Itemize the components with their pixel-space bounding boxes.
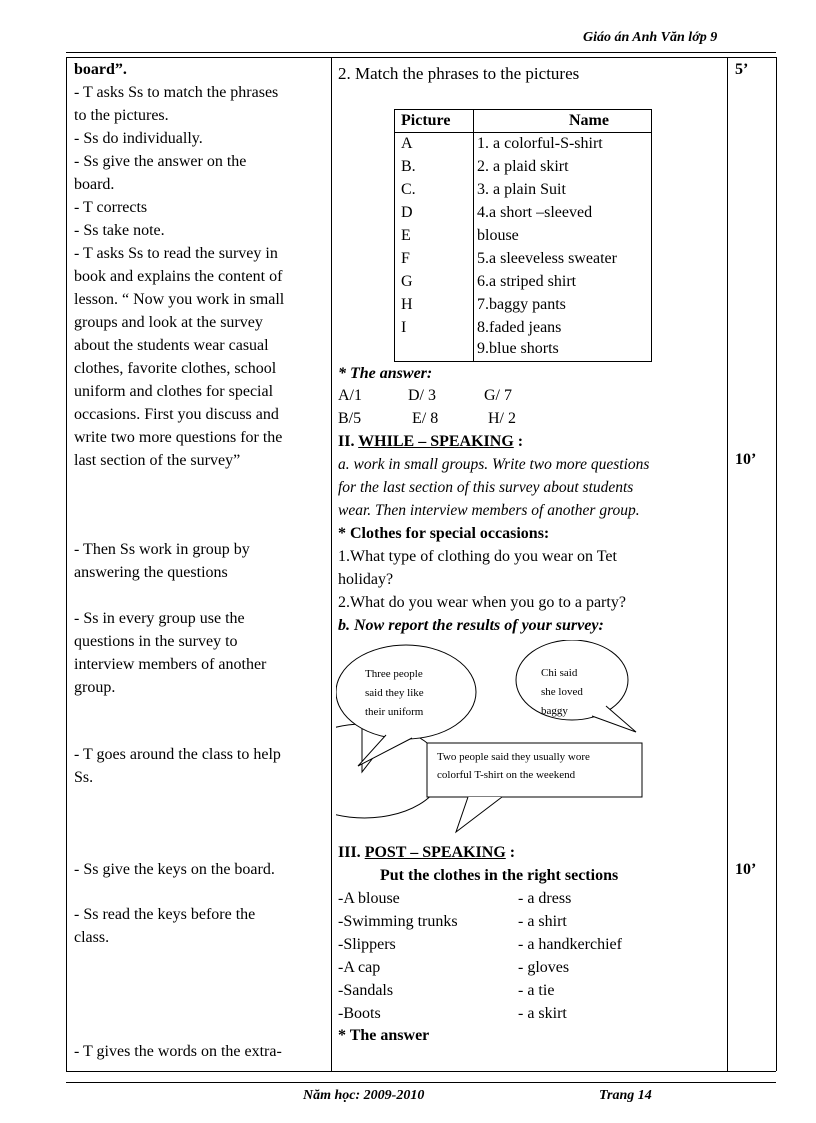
clothes-left-item: -Swimming trunks	[338, 913, 458, 930]
table-cell-picture: F	[401, 250, 410, 267]
clothes-right-item: - gloves	[518, 959, 570, 976]
left-line: book and explains the content of	[74, 268, 283, 285]
table-bottom-rule	[66, 1071, 776, 1072]
left-line: - Ss give the keys on the board.	[74, 861, 275, 878]
table-cell-name: 5.a sleeveless sweater	[477, 250, 617, 267]
left-line: - T goes around the class to help	[74, 746, 281, 763]
left-line: - Ss in every group use the	[74, 610, 245, 627]
report-task: b. Now report the results of your survey:	[338, 617, 604, 634]
content-column	[338, 60, 724, 1070]
time-value: 10’	[735, 451, 757, 468]
question-line: 2.What do you wear when you go to a party?	[338, 594, 626, 611]
post-speaking-title: POST – SPEAKING	[364, 844, 506, 861]
table-cell-name: 8.faded jeans	[477, 319, 562, 336]
bubble-one-text: Three people	[365, 668, 423, 680]
left-line: - Then Ss work in group by	[74, 541, 250, 558]
post-speaking-number: III.	[338, 844, 365, 861]
table-cell-name: 6.a striped shirt	[477, 273, 577, 290]
time-value: 10’	[735, 861, 757, 878]
table-header-picture: Picture	[401, 112, 451, 129]
left-line: clothes, favorite clothes, school	[74, 360, 277, 377]
special-occasions-heading: * Clothes for special occasions:	[338, 525, 550, 542]
clothes-left-item: -Slippers	[338, 936, 396, 953]
while-task-line: a. work in small groups. Write two more questions	[338, 456, 650, 473]
while-speaking-heading	[338, 432, 523, 452]
footer-school-year: Năm học: 2009-2010	[303, 1088, 425, 1103]
footer-rule	[66, 1082, 776, 1083]
left-line: - Ss read the keys before the	[74, 906, 256, 923]
table-cell-picture: I	[401, 319, 407, 336]
clothes-right-item: - a dress	[518, 890, 572, 907]
left-line: groups and look at the survey	[74, 314, 263, 331]
left-line: Ss.	[74, 769, 94, 786]
table-cell-picture: C.	[401, 181, 416, 198]
answer-item: B/5	[338, 410, 362, 427]
left-line: - T gives the words on the extra-	[74, 1043, 282, 1060]
left-line: about the students wear casual	[74, 337, 269, 354]
bubble-one-text: said they like	[365, 687, 424, 699]
left-line: - Ss take note.	[74, 222, 165, 239]
table-cell-name: 7.baggy pants	[477, 296, 566, 313]
left-line: questions in the survey to	[74, 633, 238, 650]
left-line: lesson. “ Now you work in small	[74, 291, 285, 308]
left-line: - T corrects	[74, 199, 148, 216]
left-line: interview members of another	[74, 656, 267, 673]
table-header-name: Name	[569, 112, 609, 129]
left-line: group.	[74, 679, 116, 696]
clothes-left-item: -Boots	[338, 1005, 381, 1022]
while-speaking-colon: :	[513, 433, 524, 450]
left-line: occasions. First you discuss and	[74, 406, 279, 423]
task2-title: 2. Match the phrases to the pictures	[338, 64, 580, 83]
time-value: 5’	[735, 61, 749, 78]
clothes-right-item: - a skirt	[518, 1005, 567, 1022]
while-speaking-title: WHILE – SPEAKING	[358, 433, 514, 450]
answer-item: H/ 2	[488, 410, 516, 427]
left-line: uniform and clothes for special	[74, 383, 274, 400]
left-line: - Ss do individually.	[74, 130, 203, 147]
left-line: - T asks Ss to read the survey in	[74, 245, 278, 262]
left-line: answering the questions	[74, 564, 228, 581]
matching-table	[394, 109, 652, 362]
question-line: 1.What type of clothing do you wear on Tet	[338, 548, 617, 565]
clothes-right-item: - a tie	[518, 982, 555, 999]
clothes-left-item: -A blouse	[338, 890, 400, 907]
left-line: to the pictures.	[74, 107, 169, 124]
post-speaking-colon: :	[505, 844, 516, 861]
question-line: holiday?	[338, 571, 394, 588]
table-cell-picture: G	[401, 273, 413, 290]
clothes-left-item: -Sandals	[338, 982, 394, 999]
bubble-one-text: their uniform	[365, 706, 424, 718]
bubble-three-text: Two people said they usually wore	[437, 751, 590, 763]
while-task-line: wear. Then interview members of another group.	[338, 502, 640, 519]
answer-item: D/ 3	[408, 387, 436, 404]
header-rule	[66, 52, 776, 53]
answer-two-label: * The answer	[338, 1027, 430, 1044]
answer-item: A/1	[338, 387, 362, 404]
table-cell-picture: B.	[401, 158, 416, 175]
answer-label: * The answer:	[338, 365, 433, 382]
table-cell-picture: E	[401, 227, 411, 244]
table-cell-name: 9.blue shorts	[477, 340, 559, 357]
post-speaking-heading	[338, 843, 515, 863]
while-speaking-number: II.	[338, 433, 359, 450]
answer-item: G/ 7	[484, 387, 512, 404]
left-line: - T asks Ss to match the phrases	[74, 84, 279, 101]
while-task-line: for the last section of this survey about students	[338, 479, 634, 496]
answer-item: E/ 8	[412, 410, 439, 427]
table-cell-name: 4.a short –sleeved	[477, 204, 593, 221]
table-cell-picture: D	[401, 204, 413, 221]
post-speaking-task: Put the clothes in the right sections	[380, 867, 619, 884]
bubble-two-text: Chi said	[541, 667, 578, 679]
left-line: write two more questions for the	[74, 429, 283, 446]
bubble-two-text: she loved	[541, 686, 583, 698]
bubble-three-text: colorful T-shirt on the weekend	[437, 769, 576, 781]
page-header: Giáo án Anh Văn lớp 9	[583, 30, 718, 45]
clothes-right-item: - a shirt	[518, 913, 567, 930]
table-cell-name: 3. a plain Suit	[477, 181, 566, 198]
left-line: board.	[74, 176, 115, 193]
left-line: last section of the survey”	[74, 452, 241, 469]
table-cell-name: 2. a plaid skirt	[477, 158, 569, 175]
clothes-right-item: - a handkerchief	[518, 936, 622, 953]
table-cell-name: 1. a colorful-S-shirt	[477, 135, 603, 152]
left-line: class.	[74, 929, 110, 946]
clothes-left-item: -A cap	[338, 959, 381, 976]
table-cell-picture: H	[401, 296, 413, 313]
table-cell-picture: A	[401, 135, 413, 152]
footer-page-number: Trang 14	[599, 1088, 652, 1103]
left-line: board”.	[74, 61, 127, 78]
left-line: - Ss give the answer on the	[74, 153, 247, 170]
table-cell-name: blouse	[477, 227, 519, 244]
bubble-two-text: baggy	[541, 705, 568, 717]
